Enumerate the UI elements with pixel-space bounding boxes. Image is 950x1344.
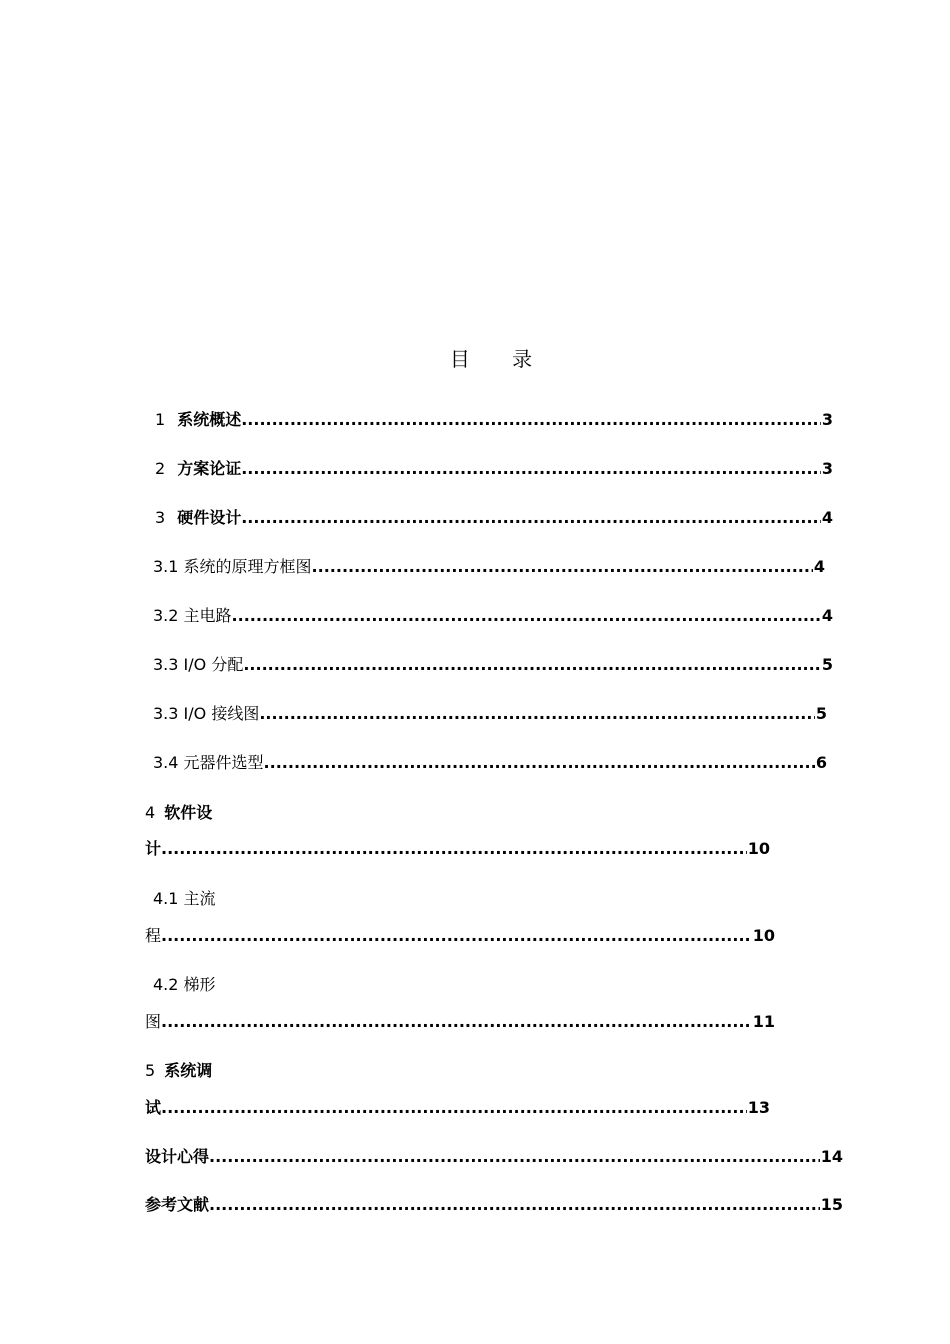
toc-entry-3-3-io-assign[interactable] xyxy=(153,654,833,676)
toc-entry-5-line2[interactable] xyxy=(145,1097,770,1119)
toc-entry-label: 硬件设计 xyxy=(177,508,242,527)
toc-entry-number: 2 xyxy=(155,459,166,478)
toc-page-number: 11 xyxy=(752,1012,775,1031)
toc-entry-4-line1[interactable] xyxy=(145,802,212,824)
toc-entry-4-2-line1[interactable] xyxy=(153,974,216,996)
toc-entry-4-2-line2[interactable] xyxy=(145,1011,775,1033)
toc-entry-number: 3 xyxy=(155,508,166,527)
toc-entry-label: 系统调 xyxy=(164,1061,213,1080)
toc-entry-1[interactable] xyxy=(155,409,833,431)
toc-entry-label: 3.3 I/O 分配 xyxy=(153,655,244,674)
toc-entry-4-1-line2[interactable] xyxy=(145,925,775,947)
toc-entry-label-cont: 试 xyxy=(145,1098,162,1117)
toc-leader-dots xyxy=(209,1194,820,1216)
toc-leader-dots xyxy=(209,1146,820,1168)
toc-leader-dots xyxy=(264,752,815,774)
toc-entry-3-1[interactable] xyxy=(153,556,825,578)
toc-entry-label: 参考文献 xyxy=(145,1195,210,1214)
toc-entry-label: 4.1 主流 xyxy=(153,889,216,908)
toc-page-number: 5 xyxy=(821,655,833,674)
toc-leader-dots xyxy=(232,605,821,627)
toc-page-number: 15 xyxy=(820,1195,843,1214)
toc-page-number: 3 xyxy=(821,410,833,429)
toc-entry-3-4[interactable] xyxy=(153,752,827,774)
toc-entry-3[interactable] xyxy=(155,507,833,529)
toc-entry-number: 4 xyxy=(145,803,156,822)
toc-entry-number: 1 xyxy=(155,410,166,429)
toc-entry-label-cont: 图 xyxy=(145,1012,162,1031)
toc-page-number: 5 xyxy=(815,704,827,723)
toc-page-number: 3 xyxy=(821,459,833,478)
toc-page-number: 10 xyxy=(747,839,770,858)
toc-leader-dots xyxy=(241,507,821,529)
toc-entry-3-2[interactable] xyxy=(153,605,833,627)
toc-page-number: 4 xyxy=(813,557,825,576)
toc-entry-label: 3.3 I/O 接线图 xyxy=(153,704,260,723)
toc-entry-4-1-line1[interactable] xyxy=(153,888,216,910)
toc-entry-label: 软件设 xyxy=(164,803,213,822)
toc-entry-label: 3.1 系统的原理方框图 xyxy=(153,557,312,576)
toc-page-number: 4 xyxy=(821,508,833,527)
toc-entry-2[interactable] xyxy=(155,458,833,480)
toc-entry-label: 4.2 梯形 xyxy=(153,975,216,994)
toc-leader-dots xyxy=(161,1097,747,1119)
toc-entry-number: 5 xyxy=(145,1061,156,1080)
toc-entry-3-3-io-wiring[interactable] xyxy=(153,703,827,725)
toc-page-number: 13 xyxy=(747,1098,770,1117)
toc-leader-dots xyxy=(312,556,813,578)
toc-leader-dots xyxy=(161,925,752,947)
toc-entry-label: 方案论证 xyxy=(177,459,242,478)
toc-page-number: 14 xyxy=(820,1147,843,1166)
toc-entry-5-line1[interactable] xyxy=(145,1060,212,1082)
toc-title: 目 录 xyxy=(449,347,551,371)
toc-entry-label: 3.2 主电路 xyxy=(153,606,232,625)
toc-leader-dots xyxy=(259,703,815,725)
toc-entry-label-cont: 程 xyxy=(145,926,162,945)
toc-leader-dots xyxy=(243,654,821,676)
toc-leader-dots xyxy=(241,458,821,480)
toc-page-number: 4 xyxy=(821,606,833,625)
toc-page-number: 10 xyxy=(752,926,775,945)
toc-entry-label-cont: 计 xyxy=(145,839,162,858)
toc-leader-dots xyxy=(161,1011,752,1033)
toc-entry-label: 系统概述 xyxy=(177,410,242,429)
toc-leader-dots xyxy=(161,838,747,860)
toc-entry-references[interactable] xyxy=(145,1194,843,1216)
toc-entry-label: 设计心得 xyxy=(145,1147,210,1166)
toc-entry-4-line2[interactable] xyxy=(145,838,770,860)
toc-page-number: 6 xyxy=(815,753,827,772)
toc-entry-design-notes[interactable] xyxy=(145,1146,843,1168)
toc-leader-dots xyxy=(241,409,821,431)
toc-entry-label: 3.4 元器件选型 xyxy=(153,753,264,772)
